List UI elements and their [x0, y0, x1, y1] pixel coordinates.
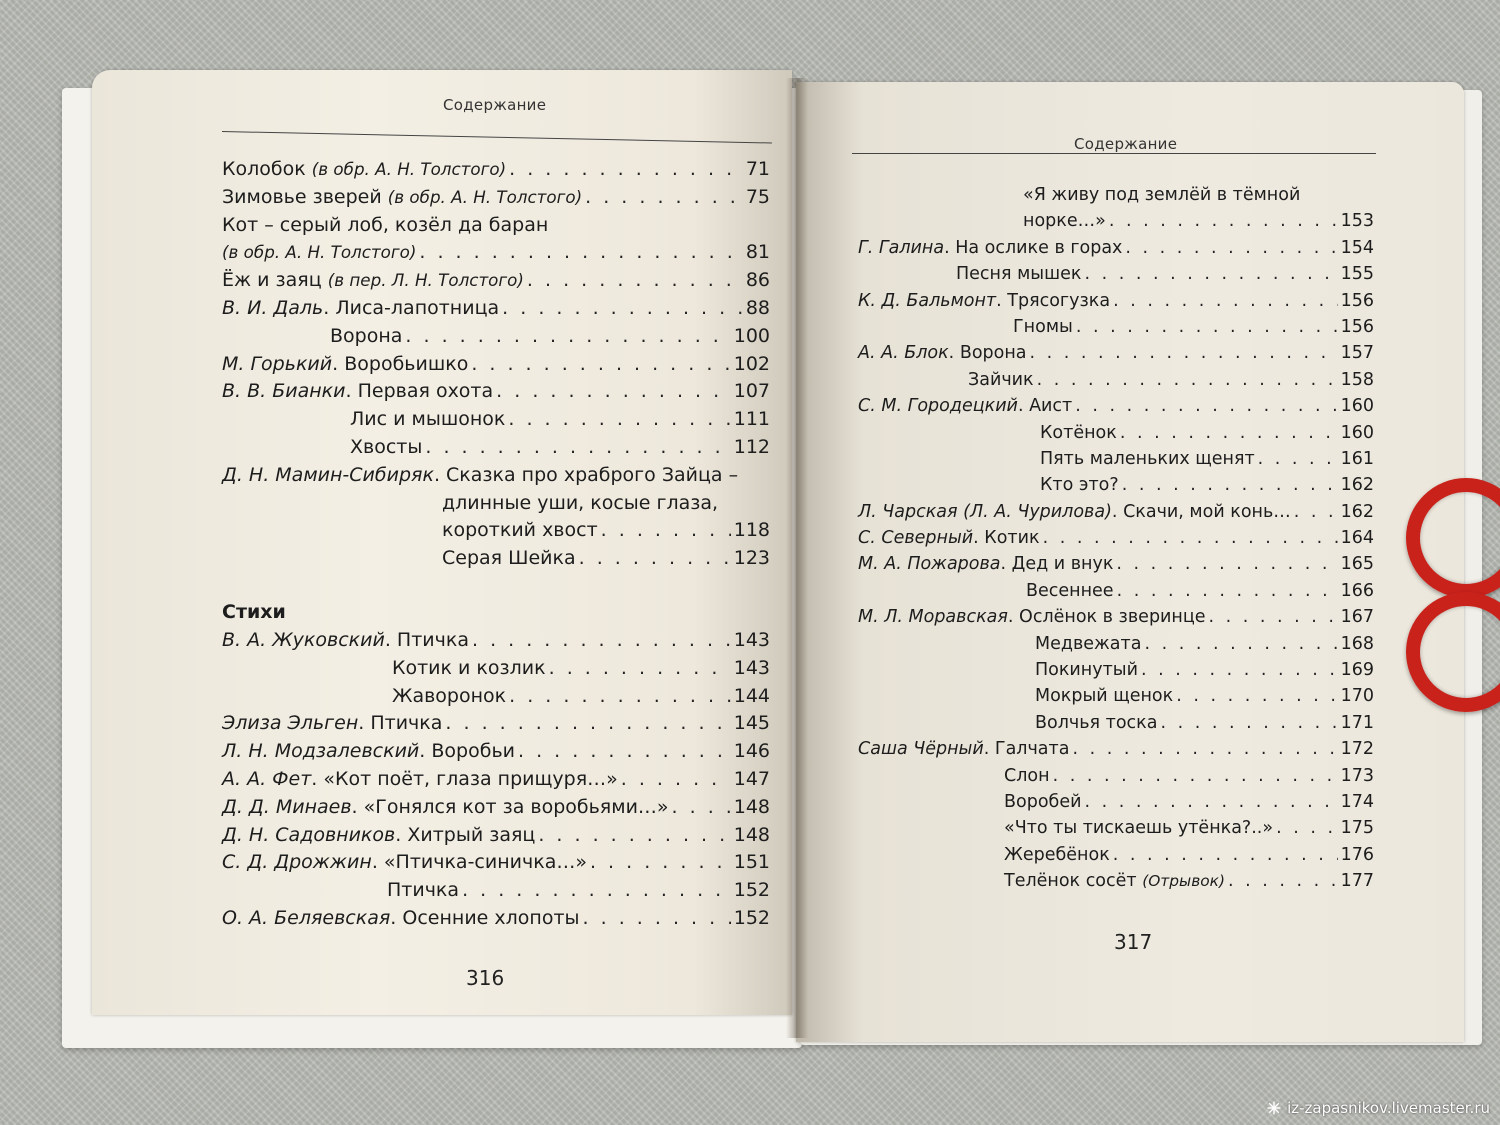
- toc-page-number: 166: [1340, 580, 1374, 601]
- toc-page-number: 157: [1340, 343, 1374, 364]
- toc-page-number: 147: [733, 767, 770, 790]
- toc-title: На ослике в горах: [955, 237, 1123, 258]
- toc-title: Мокрый щенок: [1035, 686, 1174, 707]
- toc-entry: Л. Чарская (Л. А. Чурилова). Скачи, мой конь… . . . 162: [858, 499, 1374, 525]
- toc-entry: В. В. Бианки. Первая охота . . . 107: [222, 378, 770, 406]
- toc-title: Жаворонок: [392, 684, 507, 707]
- toc-title: Зимовье зверей: [222, 185, 382, 208]
- dot-leader: [579, 545, 731, 573]
- toc-page-number: 158: [1340, 369, 1374, 390]
- toc-page-number: 143: [733, 628, 770, 651]
- dot-leader: [508, 406, 730, 434]
- toc-page-number: 171: [1340, 712, 1374, 733]
- toc-entry: [222, 655, 770, 683]
- toc-entry: С. Северный. Котик . . . 164: [858, 525, 1374, 551]
- toc-author: М. Л. Моравская: [858, 607, 1008, 628]
- toc-entry: Д. Н. Мамин-Сибиряк. Сказка про храброго Зайца –: [222, 463, 739, 486]
- toc-page-number: 162: [1340, 475, 1374, 496]
- toc-author: В. А. Жуковский: [222, 628, 385, 651]
- toc-page-number: 155: [1340, 264, 1374, 285]
- toc-entry: [858, 578, 1374, 604]
- toc-entry: [858, 683, 1374, 709]
- toc-entry: [858, 842, 1374, 868]
- toc-author: О. А. Беляевская: [222, 906, 391, 929]
- toc-page-number: 118: [733, 519, 770, 542]
- watermark: [1267, 1099, 1490, 1117]
- toc-author: Саша Чёрный: [858, 739, 984, 760]
- toc-entry: [858, 420, 1374, 446]
- dot-leader: [471, 351, 730, 379]
- toc-entry: [222, 323, 770, 351]
- toc-title: Пять маленьких щенят: [1040, 448, 1255, 469]
- toc-title: Трясогузка: [1007, 290, 1111, 311]
- toc-title: Ворона: [959, 343, 1027, 364]
- page-number-right: 317: [1114, 930, 1153, 954]
- dot-leader: [462, 877, 731, 905]
- toc-entry: Саша Чёрный. Галчата . . . 172: [858, 736, 1374, 762]
- toc-entry: А. А. Блок. Ворона . . . 157: [858, 340, 1374, 366]
- toc-page-number: 112: [733, 435, 770, 458]
- dot-leader: [1117, 578, 1338, 604]
- dot-leader: [518, 738, 731, 766]
- toc-entry: [858, 815, 1374, 841]
- dot-leader: [583, 905, 731, 933]
- toc-entry: [858, 208, 1374, 234]
- toc-entry: [858, 472, 1374, 498]
- dot-leader: [1141, 657, 1338, 683]
- toc-title: Весеннее: [1026, 580, 1114, 601]
- toc-entry: С. М. Городецкий. Аист . . . 160: [858, 393, 1374, 419]
- toc-entry: [858, 868, 1374, 894]
- toc-page-number: 123: [733, 547, 770, 570]
- toc-page-number: 144: [733, 684, 770, 707]
- toc-page-number: 175: [1340, 818, 1374, 839]
- dot-leader: [601, 517, 731, 545]
- toc-entry: [858, 367, 1374, 393]
- toc-title: Покинутый: [1035, 660, 1138, 681]
- toc-page-number: 111: [733, 408, 770, 431]
- toc-page-number: 152: [733, 906, 770, 929]
- toc-page-number: 161: [1340, 448, 1374, 469]
- toc-title: Ослёнок в зверинце: [1019, 607, 1206, 628]
- toc-title: Воробьи: [431, 740, 515, 763]
- toc-entry: О. А. Беляевская. Осенние хлопоты . . . 152: [222, 905, 770, 933]
- toc-title: Кот – серый лоб, козёл да баран: [222, 213, 549, 236]
- dot-leader: [1120, 420, 1338, 446]
- toc-entry: М. Горький. Воробьишко . . . 102: [222, 351, 770, 379]
- toc-title: короткий хвост: [442, 519, 598, 542]
- toc-entry: Д. Н. Садовников. Хитрый заяц . . . 148: [222, 822, 770, 850]
- dot-leader: [425, 434, 730, 462]
- dot-leader: [1053, 763, 1338, 789]
- dot-leader: [621, 766, 731, 794]
- toc-entry: [858, 763, 1374, 789]
- toc-note: (Отрывок): [1142, 872, 1225, 891]
- toc-entry: [858, 314, 1374, 340]
- dot-leader: [1084, 789, 1337, 815]
- dot-leader: [1113, 288, 1338, 314]
- toc-title: Лис и мышонок: [350, 408, 506, 431]
- toc-title: Птичка: [370, 712, 443, 735]
- dot-leader: [1043, 525, 1338, 551]
- toc-title: Котёнок: [1040, 422, 1117, 443]
- toc-title: Скачи, мой конь…: [1123, 501, 1291, 522]
- toc-page-number: 160: [1340, 396, 1374, 417]
- toc-entry: С. Д. Дрожжин. «Птичка-синичка…» . . . 151: [222, 849, 770, 877]
- toc-page-number: 154: [1340, 237, 1374, 258]
- dot-leader: [1258, 446, 1338, 472]
- toc-note: (в обр. А. Н. Толстого): [311, 159, 507, 179]
- toc-entry: [858, 446, 1374, 472]
- dot-leader: [672, 794, 731, 822]
- toc-title: Медвежата: [1035, 633, 1142, 654]
- toc-title: Гномы: [1013, 316, 1073, 337]
- dot-leader: [1294, 499, 1338, 525]
- toc-entry: [222, 239, 770, 267]
- toc-entry: [222, 877, 770, 905]
- toc-title: Песня мышек: [956, 264, 1082, 285]
- toc-title: Хитрый заяц: [407, 823, 536, 846]
- dot-leader: [1075, 393, 1337, 419]
- toc-page-number: 143: [733, 656, 770, 679]
- dot-leader: [1176, 683, 1337, 709]
- running-head-right: Содержание: [1074, 135, 1178, 153]
- toc-left: [222, 156, 770, 933]
- toc-author: М. А. Пожарова: [858, 554, 1001, 575]
- toc-note: (в пер. Л. Н. Толстого): [327, 270, 524, 291]
- toc-page-number: 160: [1340, 422, 1374, 443]
- toc-page-number: 151: [733, 851, 770, 874]
- toc-author: Д. Н. Садовников: [222, 823, 396, 846]
- toc-entry: М. А. Пожарова. Дед и внук . . . 165: [858, 551, 1374, 577]
- toc-entry: [222, 490, 770, 518]
- toc-title: Дед и внук: [1011, 554, 1114, 575]
- dot-leader: [1160, 710, 1337, 736]
- dot-leader: [405, 323, 730, 351]
- toc-author: В. В. Бианки: [222, 380, 346, 403]
- toc-author: Д. Д. Минаев: [222, 795, 352, 818]
- toc-title: Колобок: [222, 158, 306, 180]
- running-head-left: Содержание: [443, 96, 547, 114]
- toc-entry: [222, 267, 770, 295]
- dot-leader: [496, 378, 731, 406]
- dot-leader: [1125, 235, 1337, 261]
- toc-entry: К. Д. Бальмонт. Трясогузка . . . 156: [858, 288, 1374, 314]
- toc-entry: [222, 545, 770, 573]
- toc-title: Первая охота: [357, 380, 494, 403]
- snowflake-icon: [1267, 1101, 1281, 1115]
- toc-title: «Птичка-синичка…»: [383, 851, 587, 874]
- toc-title: Кто это?: [1040, 475, 1119, 496]
- dot-leader: [1276, 815, 1338, 841]
- toc-title: «Гонялся кот за воробьями…»: [363, 795, 669, 818]
- toc-entry: [222, 683, 770, 711]
- toc-entry: [222, 184, 770, 212]
- toc-entry: [858, 631, 1374, 657]
- toc-title: Телёнок сосёт: [1004, 871, 1137, 892]
- page-number-left: 316: [466, 966, 505, 990]
- toc-title: Сказка про храброго Зайца –: [446, 463, 739, 486]
- toc-entry: [858, 789, 1374, 815]
- toc-title: Ворона: [330, 324, 403, 347]
- toc-page-number: 168: [1340, 633, 1374, 654]
- toc-title: Воробьишко: [344, 352, 469, 375]
- toc-author: С. М. Городецкий: [858, 396, 1018, 417]
- toc-page-number: 167: [1340, 607, 1374, 628]
- toc-page-number: 177: [1340, 871, 1374, 892]
- toc-page-number: 145: [733, 712, 770, 735]
- toc-title: Галчата: [994, 739, 1070, 760]
- toc-page-number: 146: [733, 740, 770, 763]
- toc-title: «Кот поёт, глаза прищуря…»: [323, 767, 618, 790]
- toc-note: (в обр. А. Н. Толстого): [387, 186, 583, 207]
- toc-title: Зайчик: [968, 369, 1034, 390]
- toc-page-number: 164: [1340, 528, 1374, 549]
- toc-title: Ёж и заяц: [222, 269, 322, 292]
- dot-leader: [585, 184, 743, 212]
- dot-leader: [1037, 367, 1338, 393]
- dot-leader: [1030, 340, 1338, 366]
- toc-right: [858, 182, 1374, 895]
- toc-title: Осенние хлопоты: [402, 906, 580, 929]
- toc-page-number: 88: [745, 296, 770, 319]
- toc-entry: Элиза Эльген. Птичка . . . 145: [222, 710, 770, 738]
- toc-title: Котик: [984, 528, 1040, 549]
- toc-author: М. Горький: [222, 352, 333, 375]
- dot-leader: [1116, 551, 1337, 577]
- toc-entry: В. И. Даль. Лиса-лапотница . . . 88: [222, 295, 770, 323]
- toc-entry: [858, 710, 1374, 736]
- dot-leader: [445, 710, 730, 738]
- toc-author: Л. Н. Модзалевский: [222, 740, 420, 763]
- toc-page-number: 173: [1340, 765, 1374, 786]
- toc-page-number: 165: [1340, 554, 1374, 575]
- toc-page-number: 100: [733, 324, 770, 347]
- toc-entry: [858, 182, 1374, 208]
- toc-page-number: 174: [1340, 791, 1374, 812]
- toc-entry: [858, 261, 1374, 287]
- toc-author: К. Д. Бальмонт: [858, 290, 997, 311]
- toc-page-number: 169: [1340, 660, 1374, 681]
- toc-entry: [222, 434, 770, 462]
- dot-leader: [1109, 208, 1338, 234]
- dot-leader: [1113, 842, 1338, 868]
- toc-page-number: 172: [1340, 739, 1374, 760]
- toc-note: (в обр. А. Н. Толстого): [222, 242, 417, 263]
- toc-page-number: 71: [745, 158, 770, 180]
- toc-author: В. И. Даль: [222, 296, 324, 319]
- toc-entry: [222, 212, 770, 240]
- dot-leader: [419, 239, 742, 267]
- toc-title: Птичка: [396, 628, 469, 651]
- toc-entry: [222, 517, 770, 545]
- toc-page-number: 75: [745, 185, 770, 208]
- toc-title: «Я живу под землёй в тёмной: [1023, 185, 1301, 205]
- dot-leader: [1076, 314, 1338, 340]
- toc-title: Серая Шейка: [442, 547, 576, 570]
- toc-entry: А. А. Фет. «Кот поёт, глаза прищуря…» . . . 147: [222, 766, 770, 794]
- toc-title: Волчья тоска: [1035, 712, 1158, 733]
- toc-author: Л. Чарская (Л. А. Чурилова): [858, 501, 1112, 522]
- toc-author: А. А. Фет: [222, 767, 312, 790]
- toc-entry: [858, 657, 1374, 683]
- header-rule-right: [852, 153, 1376, 154]
- toc-page-number: 156: [1340, 316, 1374, 337]
- toc-entry: Л. Н. Модзалевский. Воробьи . . . 146: [222, 738, 770, 766]
- toc-page-number: 86: [745, 269, 770, 292]
- dot-leader: [509, 156, 743, 184]
- dot-leader: [1228, 868, 1338, 894]
- dot-leader: [590, 849, 731, 877]
- dot-leader: [1209, 604, 1338, 630]
- toc-page-number: 176: [1340, 844, 1374, 865]
- toc-title: Котик и козлик: [392, 656, 546, 679]
- toc-page-number: 107: [733, 380, 770, 403]
- toc-title: длинные уши, косые глаза,: [442, 491, 719, 514]
- dot-leader: [502, 295, 743, 323]
- toc-page-number: 153: [1340, 211, 1374, 232]
- toc-entry: В. А. Жуковский. Птичка . . . 143: [222, 627, 770, 655]
- dot-leader: [538, 822, 730, 850]
- dot-leader: [1144, 631, 1337, 657]
- toc-title: Птичка: [387, 879, 460, 902]
- book-gutter: [786, 78, 808, 1038]
- toc-entry: [222, 156, 770, 184]
- toc-title: Воробей: [1004, 791, 1082, 812]
- toc-title: Хвосты: [350, 435, 423, 458]
- toc-author: Д. Н. Мамин-Сибиряк: [222, 463, 434, 486]
- dot-leader: [509, 683, 731, 711]
- toc-entry: Д. Д. Минаев. «Гонялся кот за воробьями…» . . . 148: [222, 794, 770, 822]
- toc-author: Элиза Эльген: [222, 712, 359, 735]
- toc-page-number: 162: [1340, 501, 1374, 522]
- toc-title: «Что ты тискаешь утёнка?..»: [1004, 818, 1274, 839]
- toc-entry: Г. Галина. На ослике в горах . . . 154: [858, 235, 1374, 261]
- toc-title: Лиса-лапотница: [335, 296, 500, 319]
- toc-entry: [222, 406, 770, 434]
- dot-leader: [527, 267, 743, 295]
- toc-page-number: 148: [733, 823, 770, 846]
- toc-author: Г. Галина: [858, 237, 945, 258]
- dot-leader: [1122, 472, 1338, 498]
- watermark-text: iz-zapasnikov.livemaster.ru: [1287, 1099, 1490, 1117]
- dot-leader: [1072, 736, 1337, 762]
- toc-title: Слон: [1004, 765, 1050, 786]
- toc-entry: М. Л. Моравская. Ослёнок в зверинце . . . 167: [858, 604, 1374, 630]
- toc-title: Аист: [1029, 396, 1073, 417]
- toc-page-number: 156: [1340, 290, 1374, 311]
- toc-page-number: 170: [1340, 686, 1374, 707]
- section-heading: Стихи: [222, 600, 286, 623]
- toc-title: Жеребёнок: [1004, 844, 1110, 865]
- toc-author: С. Д. Дрожжин: [222, 851, 372, 874]
- dot-leader: [549, 655, 731, 683]
- toc-page-number: 81: [745, 241, 770, 264]
- toc-author: А. А. Блок: [858, 343, 949, 364]
- toc-author: С. Северный: [858, 528, 974, 549]
- toc-page-number: 152: [733, 879, 770, 902]
- dot-leader: [472, 627, 731, 655]
- dot-leader: [1084, 261, 1337, 287]
- toc-page-number: 148: [733, 795, 770, 818]
- toc-title: норке…»: [1023, 211, 1106, 232]
- toc-page-number: 102: [733, 352, 770, 375]
